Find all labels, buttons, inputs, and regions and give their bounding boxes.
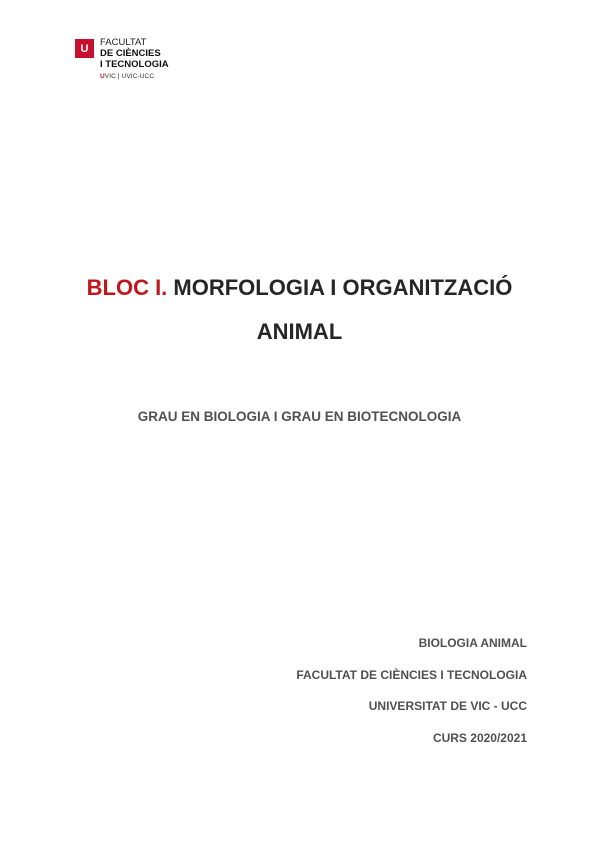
detail-course: CURS 2020/2021 xyxy=(432,730,527,745)
title-line-2: ANIMAL xyxy=(256,319,343,344)
detail-faculty: FACULTAT DE CIÈNCIES I TECNOLOGIA xyxy=(296,667,527,682)
logo-line-1: FACULTAT xyxy=(100,37,147,48)
document-subtitle: GRAU EN BIOLOGIA I GRAU EN BIOTECNOLOGIA xyxy=(137,409,462,424)
uvic-logo-icon: U xyxy=(75,39,94,58)
logo-sub-u: U xyxy=(100,73,105,80)
logo-sub-rest: VIC | UVIC-UCC xyxy=(104,73,155,80)
document-details xyxy=(296,636,527,762)
detail-subject: BIOLOGIA ANIMAL xyxy=(418,636,527,650)
document-title xyxy=(0,266,599,354)
title-line-1 xyxy=(0,266,599,310)
logo-line-3: I TECNOLOGIA xyxy=(100,59,169,70)
logo-line-2: DE CIÈNCIES xyxy=(100,48,161,59)
faculty-logo xyxy=(75,37,169,82)
detail-university: UNIVERSITAT DE VIC - UCC xyxy=(368,699,527,713)
title-prefix: BLOC I. xyxy=(86,275,168,300)
logo-text xyxy=(100,37,169,82)
title-main: MORFOLOGIA I ORGANITZACIÓ xyxy=(173,275,513,300)
logo-subline xyxy=(100,71,169,82)
